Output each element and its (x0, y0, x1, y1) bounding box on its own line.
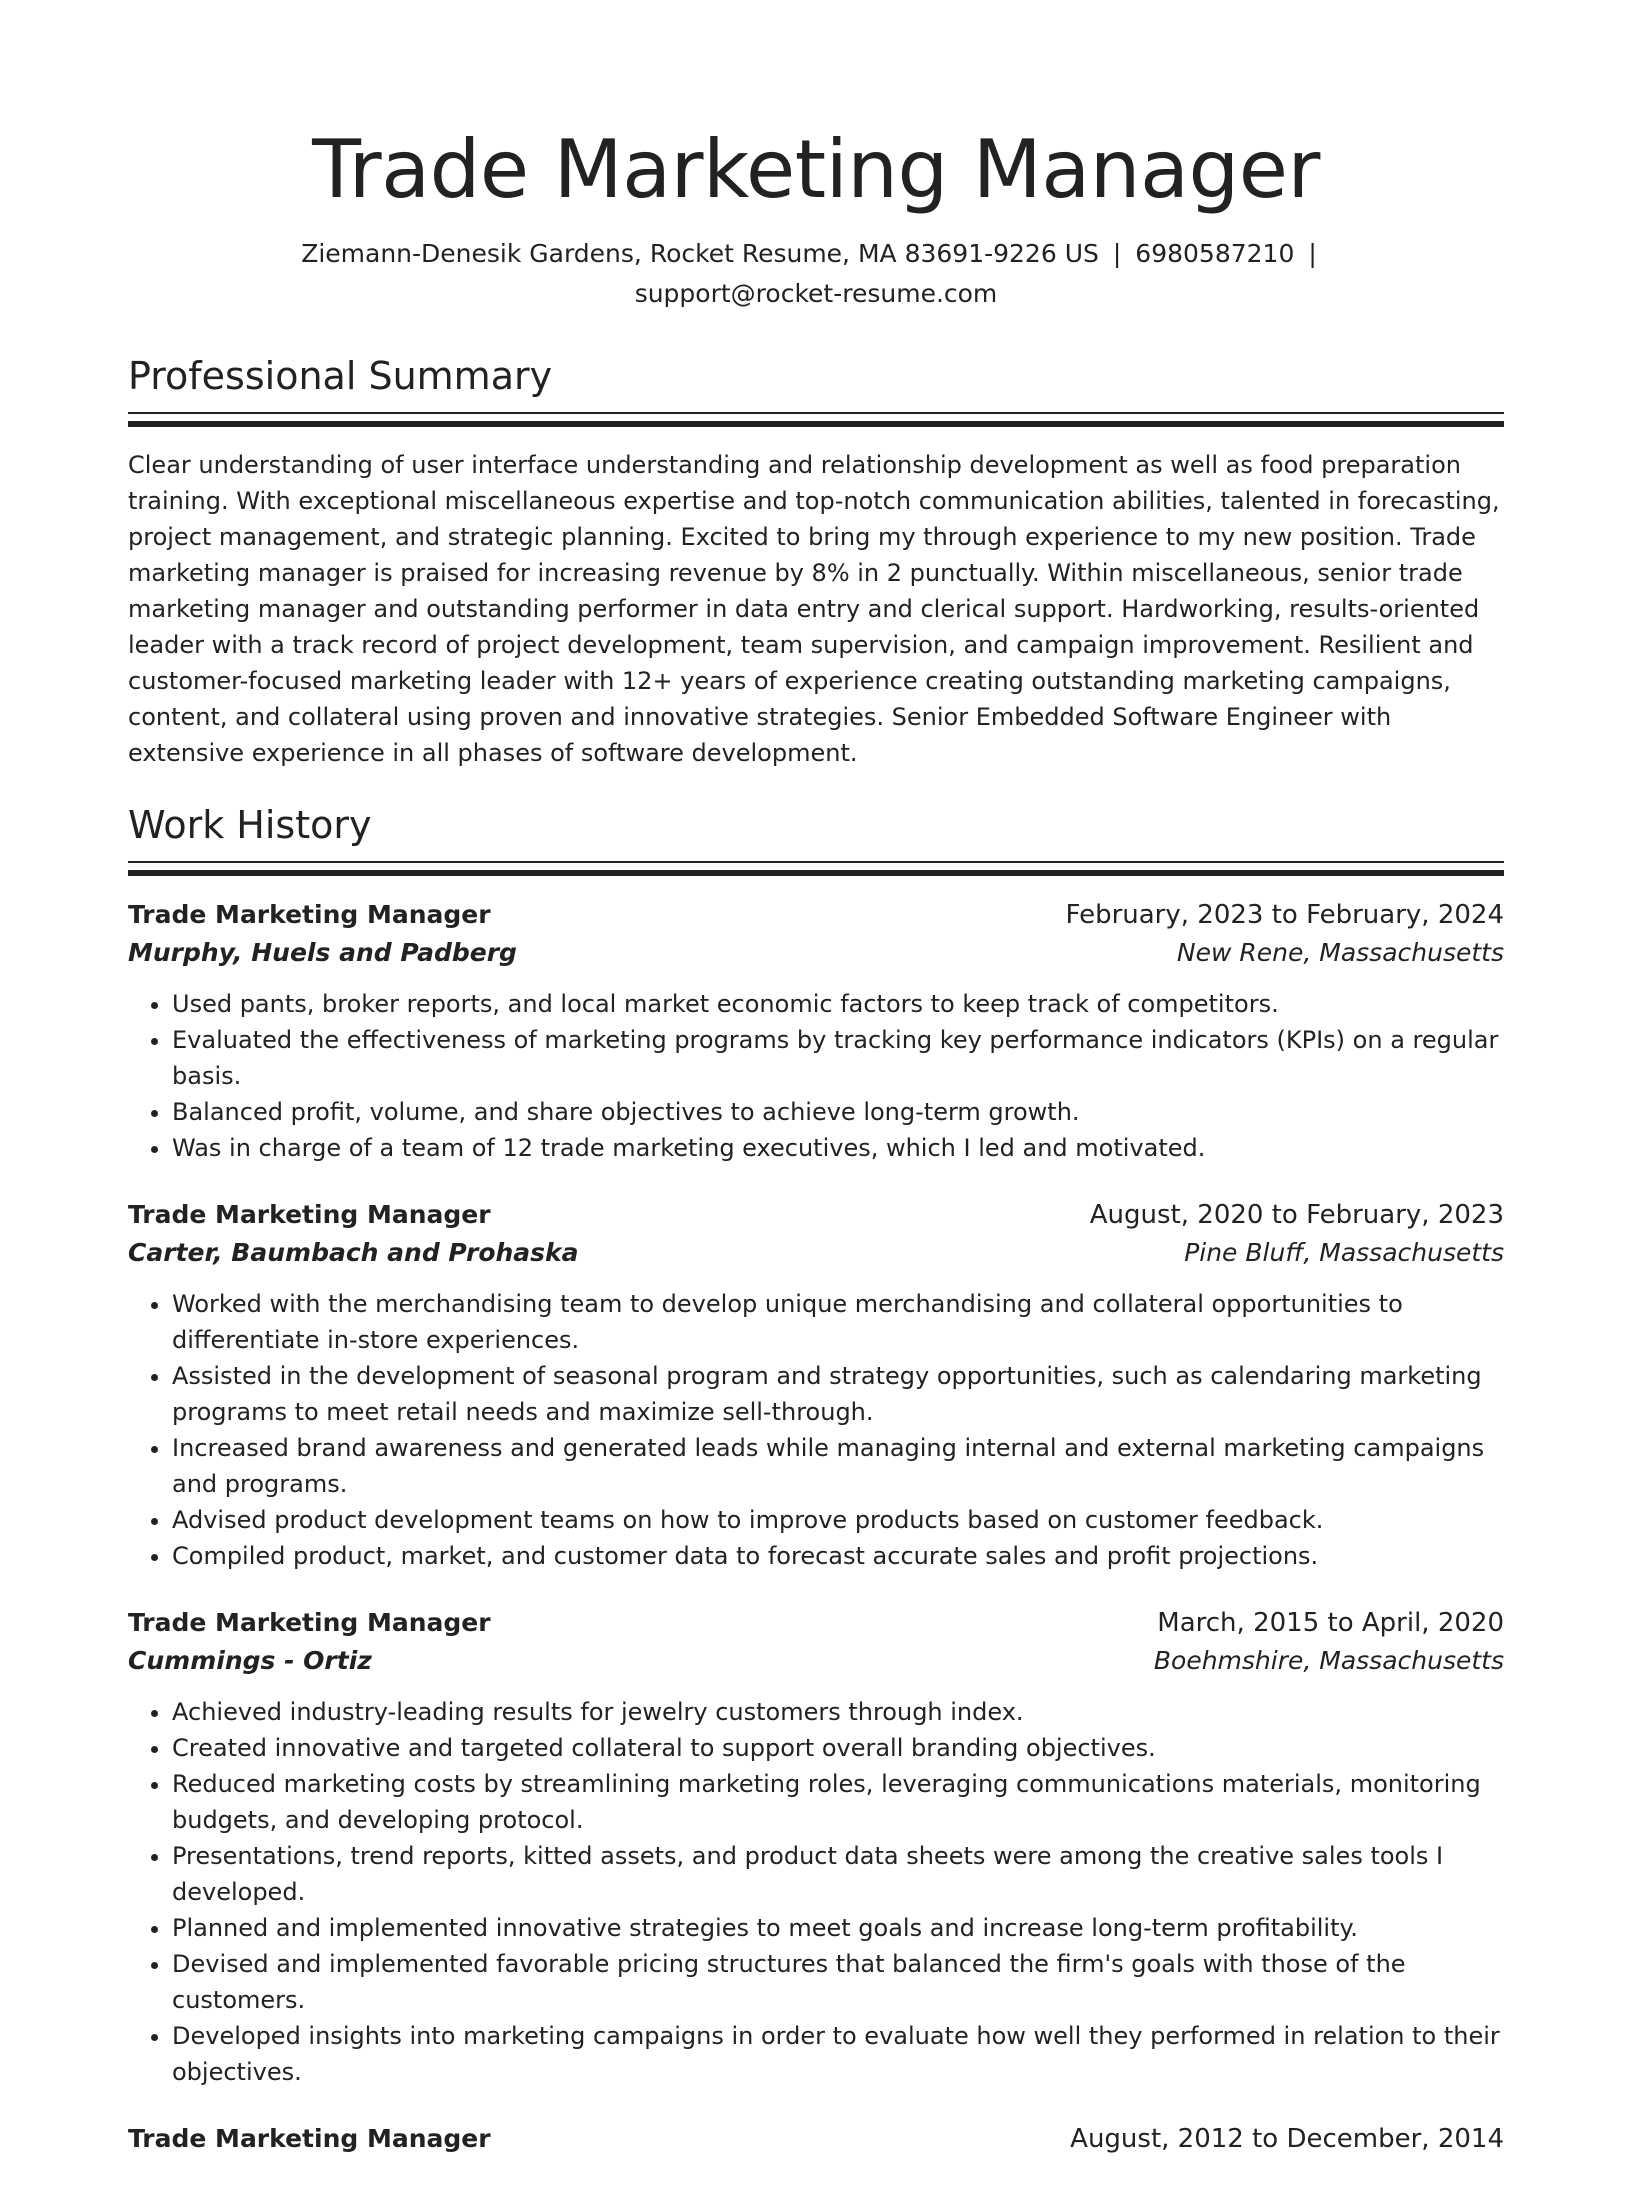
work-section (128, 801, 1504, 2158)
phone: 6980587210 (1135, 239, 1295, 268)
list-item: • Worked with the merchandising team to develop unique merchandising and collateral opportunities to differentiate in-store experiences. (172, 1286, 1504, 1358)
job-company: Carter, Baumbach and Prohaska (128, 1238, 579, 1267)
list-item: • Advised product development teams on how to improve products based on customer feedback. (172, 1502, 1504, 1538)
job-bullets (128, 1286, 1504, 1574)
job-entry (128, 896, 1504, 1166)
job-title: Trade Marketing Manager (128, 2124, 491, 2153)
list-item: • Used pants, broker reports, and local market economic factors to keep track of competitors. (172, 986, 1504, 1022)
job-entry (128, 1604, 1504, 2090)
list-item: • Presentations, trend reports, kitted assets, and product data sheets were among the creative sales tools I developed. (172, 1838, 1504, 1910)
summary-section (128, 352, 1504, 771)
job-dates: February, 2023 to February, 2024 (1065, 900, 1504, 930)
list-item: • Created innovative and targeted collateral to support overall branding objectives. (172, 1730, 1504, 1766)
job-bullets (128, 986, 1504, 1166)
separator: | (1112, 239, 1122, 268)
list-item: • Increased brand awareness and generated leads while managing internal and external marketing campaigns and programs. (172, 1430, 1504, 1502)
job-dates: August, 2020 to February, 2023 (1089, 1200, 1504, 1230)
list-item: • Developed insights into marketing campaigns in order to evaluate how well they performed in relation to their objectives. (172, 2018, 1504, 2090)
list-item: • Devised and implemented favorable pricing structures that balanced the firm's goals with those of the customers. (172, 1946, 1504, 2018)
job-bullets (128, 1694, 1504, 2090)
address: Ziemann-Denesik Gardens, Rocket Resume, MA 83691-9226 US (301, 239, 1099, 268)
section-title: Professional Summary (128, 354, 553, 398)
section-divider (128, 412, 1504, 427)
list-item: • Compiled product, market, and customer data to forecast accurate sales and profit projections. (172, 1538, 1504, 1574)
list-item: • Balanced profit, volume, and share objectives to achieve long-term growth. (172, 1094, 1504, 1130)
list-item: • Evaluated the effectiveness of marketing programs by tracking key performance indicators (KPIs) on a regular basis. (172, 1022, 1504, 1094)
list-item: • Reduced marketing costs by streamlining marketing roles, leveraging communications materials, monitoring budgets, and developing protocol. (172, 1766, 1504, 1838)
job-location: New Rene, Massachusetts (1176, 938, 1504, 967)
list-item: • Assisted in the development of seasonal program and strategy opportunities, such as calendaring marketing programs to meet retail needs and maximize sell-through. (172, 1358, 1504, 1430)
email: support@rocket-resume.com (634, 279, 998, 308)
list-item: • Achieved industry-leading results for jewelry customers through index. (172, 1694, 1504, 1730)
job-dates: March, 2015 to April, 2020 (1157, 1608, 1504, 1638)
summary-text: Clear understanding of user interface understanding and relationship development as well as food preparation training. With exceptional miscellaneous expertise and top-notch communication abilities, talented in forecasting, project management, and strategic planning. Excited to bring my through experience to my new position. Trade marketing manager is praised for increasing revenue by 8% in 2 punctually. Within miscellaneous, senior trade marketing manager and outstanding performer in data entry and clerical support. Hardworking, results-oriented leader with a track record of project development, team supervision, and campaign improvement. Resilient and customer-focused marketing leader with 12+ years of experience creating outstanding marketing campaigns, content, and collateral using proven and innovative strategies. Senior Embedded Software Engineer with extensive experience in all phases of software development. (128, 451, 1500, 767)
job-title: Trade Marketing Manager (128, 1200, 491, 1229)
list-item: • Was in charge of a team of 12 trade marketing executives, which I led and motivated. (172, 1130, 1504, 1166)
resume-page (128, 0, 1504, 2188)
contact-info (128, 234, 1504, 314)
job-company: Cummings - Ortiz (128, 1646, 372, 1675)
section-divider (128, 861, 1504, 876)
job-entry (128, 2120, 1504, 2158)
separator: | (1308, 239, 1317, 268)
section-title: Work History (128, 803, 372, 847)
list-item: • Planned and implemented innovative strategies to meet goals and increase long-term profitability. (172, 1910, 1504, 1946)
job-dates: August, 2012 to December, 2014 (1070, 2124, 1504, 2154)
job-entry (128, 1196, 1504, 1574)
job-title: Trade Marketing Manager (128, 900, 491, 929)
job-location: Pine Bluff, Massachusetts (1184, 1238, 1504, 1267)
job-title: Trade Marketing Manager (128, 1608, 491, 1637)
resume-name: Trade Marketing Manager (312, 123, 1320, 216)
job-location: Boehmshire, Massachusetts (1153, 1646, 1504, 1675)
job-company: Murphy, Huels and Padberg (128, 938, 517, 967)
